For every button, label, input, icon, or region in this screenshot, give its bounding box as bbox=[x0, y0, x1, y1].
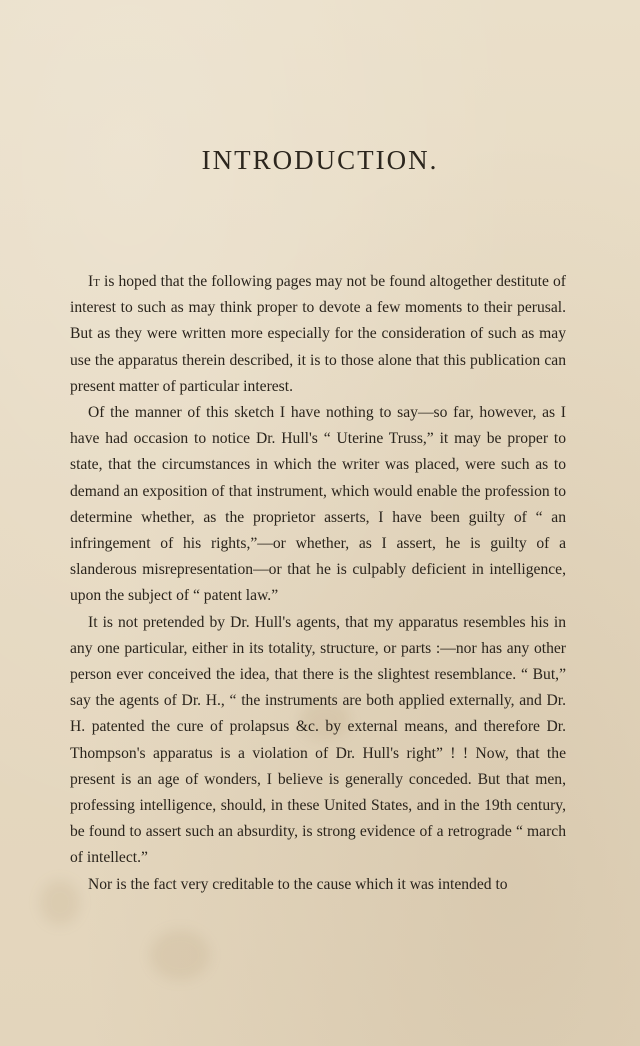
paragraph-text: is hoped that the following pages may not be found altogether destitute of interest to such as may think proper to devote a few moments to their perusal. But as they were written more especially for the consideration of such as may use the apparatus therein described, it is to those alone that this publication can present matter of particular interest. bbox=[70, 273, 566, 395]
page-title: INTRODUCTION. bbox=[201, 145, 439, 175]
paragraph-2: Of the manner of this sketch I have nothing to say—so far, however, as I have had occasion to notice Dr. Hull's “ Uterine Truss,” it may be proper to state, that the circumstances in which the writer was placed, were such as to demand an exposition of that instrument, which would enable the profession to determine whether, as the proprietor asserts, I have been guilty of “ an infringement of his rights,”—or whether, as I assert, he is guilty of a slanderous misrepresentation—or that he is culpably deficient in intelligence, upon the subject of “ patent law.” bbox=[70, 404, 566, 605]
body-text bbox=[70, 269, 566, 898]
paragraph-4: Nor is the fact very creditable to the cause which it was intended to bbox=[88, 875, 508, 893]
paragraph-1 bbox=[70, 269, 566, 400]
paragraph-3: It is not pretended by Dr. Hull's agents, that my apparatus resembles his in any one particular, either in its totality, structure, or parts :—nor has any other person ever conceived the idea, that there is the slightest resemblance. “ But,” say the agents of Dr. H., “ the instruments are both applied externally, and Dr. H. patented the cure of prolapsus &c. by external means, and therefore Dr. Thompson's apparatus is a violation of Dr. Hull's right” ! ! Now, that the present is an age of wonders, I believe is generally conceded. But that men, professing intelligence, should, in these United States, and in the 19th century, be found to assert such an absurdity, is strong evidence of a retrograde “ march of intellect.” bbox=[70, 613, 566, 867]
paper-stain bbox=[150, 930, 210, 980]
paragraph-lead-word: It bbox=[88, 273, 100, 290]
